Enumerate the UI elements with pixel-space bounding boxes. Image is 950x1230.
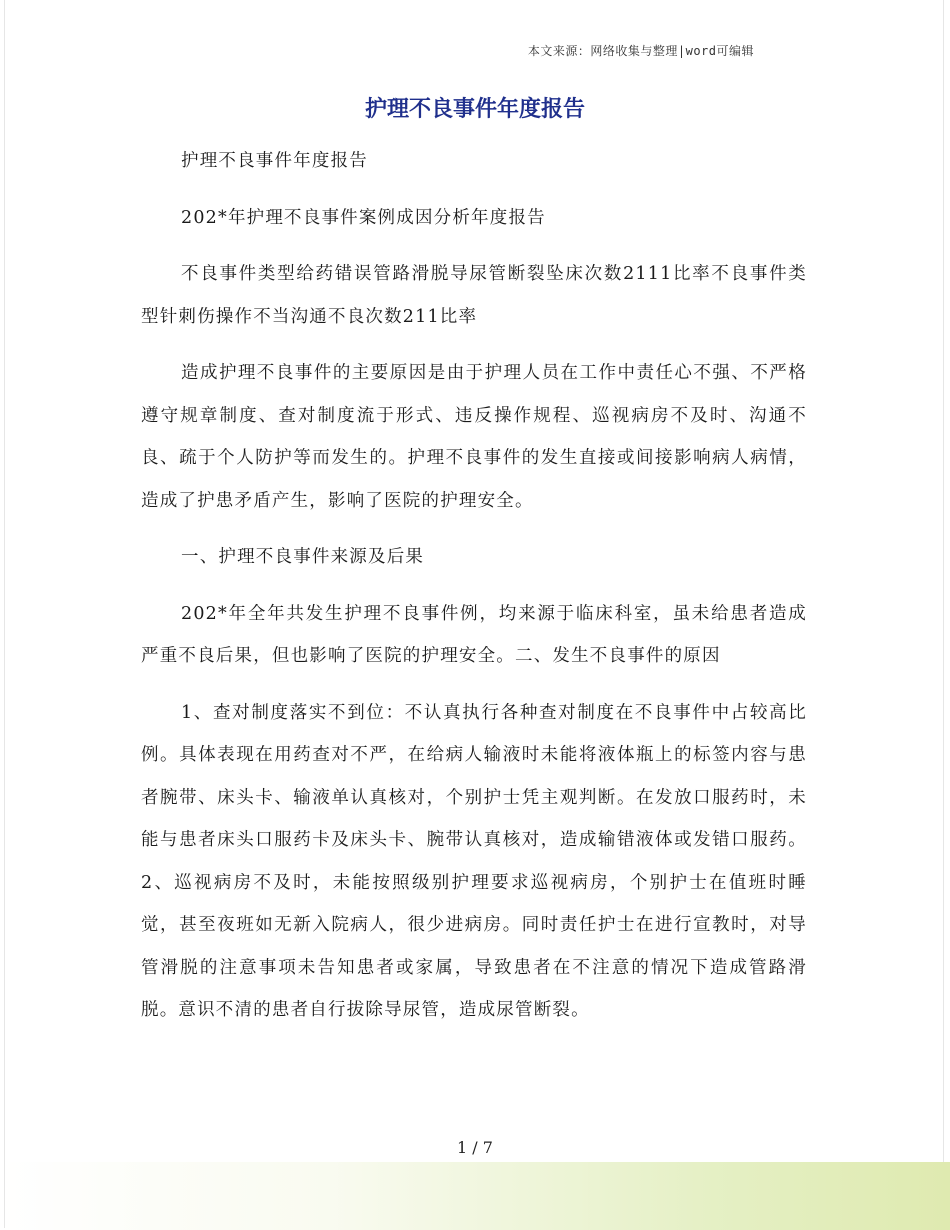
paragraph-annual-summary: 202*年全年共发生护理不良事件例，均来源于临床科室，虽未给患者造成严重不良后果，但也影响了医院的护理安全。二、发生不良事件的原因 [141,603,807,666]
footer-decoration [0,1162,950,1230]
header-source-note: 本文来源：网络收集与整理|word可编辑 [527,44,754,58]
paragraph-cause-details: 1、查对制度落实不到位：不认真执行各种查对制度在不良事件中占较高比例。具体表现在用药查对不严，在给病人输液时未能将液体瓶上的标签内容与患者腕带、床头卡、输液单认真核对，个别护士凭主观判断。在发放口服药时，未能与患者床头口服药卡及床头卡、腕带认真核对，造成输错液体或发错口服药。2、巡视病房不及时，未能按照级别护理要求巡视病房，个别护士在值班时睡觉，甚至夜班如无新入院病人，很少进病房。同时责任护士在进行宣教时，对导管滑脱的注意事项未告知患者或家属，导致患者在不注意的情况下造成管路滑脱。意识不清的患者自行拔除导尿管，造成尿管断裂。 [141,702,807,1020]
paragraph-main-causes: 造成护理不良事件的主要原因是由于护理人员在工作中责任心不强、不严格遵守规章制度、查对制度流于形式、违反操作规程、巡视病房不及时、沟通不良、疏于个人防护等而发生的。护理不良事件的发生直接或间接影响病人病情，造成了护患矛盾产生，影响了医院的护理安全。 [141,363,807,511]
paragraph-section-heading-1: 一、护理不良事件来源及后果 [181,547,425,567]
document-title: 护理不良事件年度报告 [364,97,585,122]
document-body [141,140,807,1046]
paragraph-event-types: 不良事件类型给药错误管路滑脱导尿管断裂坠床次数2111比率不良事件类型针刺伤操作不当沟通不良次数211比率 [141,264,807,327]
paragraph-subtitle: 护理不良事件年度报告 [181,151,368,171]
page-number: 1 / 7 [457,1138,493,1157]
paragraph-report-name: 202*年护理不良事件案例成因分析年度报告 [181,207,546,228]
